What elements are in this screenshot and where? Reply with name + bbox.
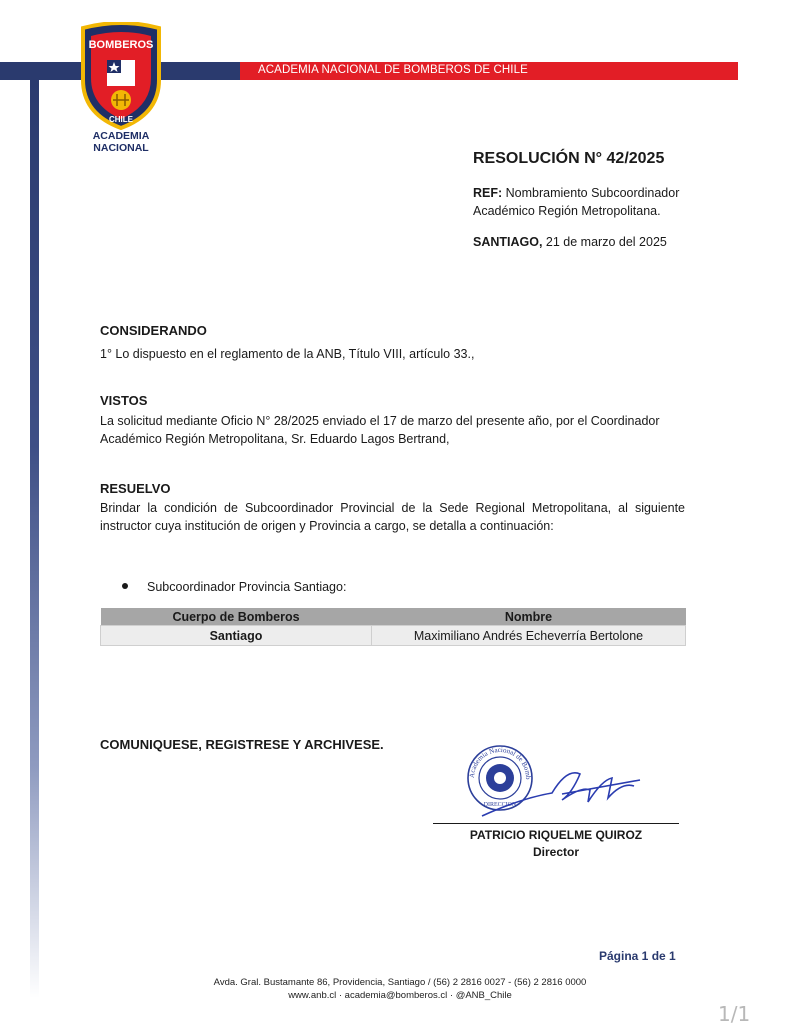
reference: [473, 184, 743, 220]
date-line: [473, 233, 667, 251]
footer-address: [150, 976, 650, 1002]
vistos-heading: VISTOS: [100, 393, 148, 408]
city: SANTIAGO,: [473, 235, 543, 249]
table-cell: Maximiliano Andrés Echeverría Bertolone: [372, 626, 686, 646]
footer-contact-line: www.anb.cl · academia@bomberos.cl · @ANB_Chile: [288, 990, 512, 1001]
bomberos-logo-icon: [73, 22, 169, 130]
column-header: Cuerpo de Bomberos: [101, 608, 372, 626]
page-count-indicator: 1/1: [718, 1002, 751, 1026]
column-header: Nombre: [372, 608, 686, 626]
ref-label: REF:: [473, 186, 503, 200]
page-number: Página 1 de 1: [599, 949, 676, 963]
stamp-text: Academia Nacional de Bomb: [467, 745, 533, 780]
resolution-title: RESOLUCIÓN N° 42/2025: [473, 150, 665, 167]
instructor-table: [100, 608, 686, 646]
logo-bottom-text: CHILE: [109, 115, 133, 124]
logo-caption: ACADEMIA NACIONAL: [92, 130, 150, 154]
stamp-bottom-text: DIRECCION: [483, 802, 517, 808]
resuelvo-text: Brindar la condición de Subcoordinador Provincial de la Sede Regional Metropolitana, al siguiente instructor cuya institución de origen y Provincia a cargo, se detalla a continuación:: [100, 501, 685, 533]
banner-text: ACADEMIA NACIONAL DE BOMBEROS DE CHILE: [258, 64, 528, 76]
signer-role: Director: [532, 845, 579, 859]
bullet-text: Subcoordinador Provincia Santiago:: [147, 580, 347, 594]
resuelvo-heading: RESUELVO: [100, 481, 171, 496]
date: 21 de marzo del 2025: [542, 235, 667, 249]
signer-block: [433, 827, 679, 861]
closing-text: COMUNIQUESE, REGISTRESE Y ARCHIVESE.: [100, 737, 384, 752]
signature-line: [433, 823, 679, 824]
official-stamp-and-signature-icon: [462, 738, 642, 824]
logo-top-text: BOMBEROS: [88, 39, 154, 51]
table-header-row: [101, 608, 686, 626]
bullet-dot-icon: [122, 583, 128, 589]
side-stripe: [30, 78, 39, 998]
signer-name: PATRICIO RIQUELME QUIROZ: [469, 828, 643, 842]
table-cell: Santiago: [101, 626, 372, 646]
considerando-heading: CONSIDERANDO: [100, 323, 207, 338]
ref-text: Nombramiento Subcoordinador Académico Región Metropolitana.: [473, 186, 680, 218]
table-row: [101, 626, 686, 646]
header-red-banner: [240, 62, 738, 80]
vistos-text: La solicitud mediante Oficio N° 28/2025 enviado el 17 de marzo del presente año, por el Coordinador Académico Región Metropolitana, Sr. Eduardo Lagos Bertrand,: [100, 414, 660, 446]
footer-address-line: Avda. Gral. Bustamante 86, Providencia, Santiago / (56) 2 2816 0027 - (56) 2 2816 0000: [213, 977, 587, 988]
bullet-item: [122, 580, 346, 594]
considerando-text: 1° Lo dispuesto en el reglamento de la ANB, Título VIII, artículo 33.,: [100, 347, 475, 361]
